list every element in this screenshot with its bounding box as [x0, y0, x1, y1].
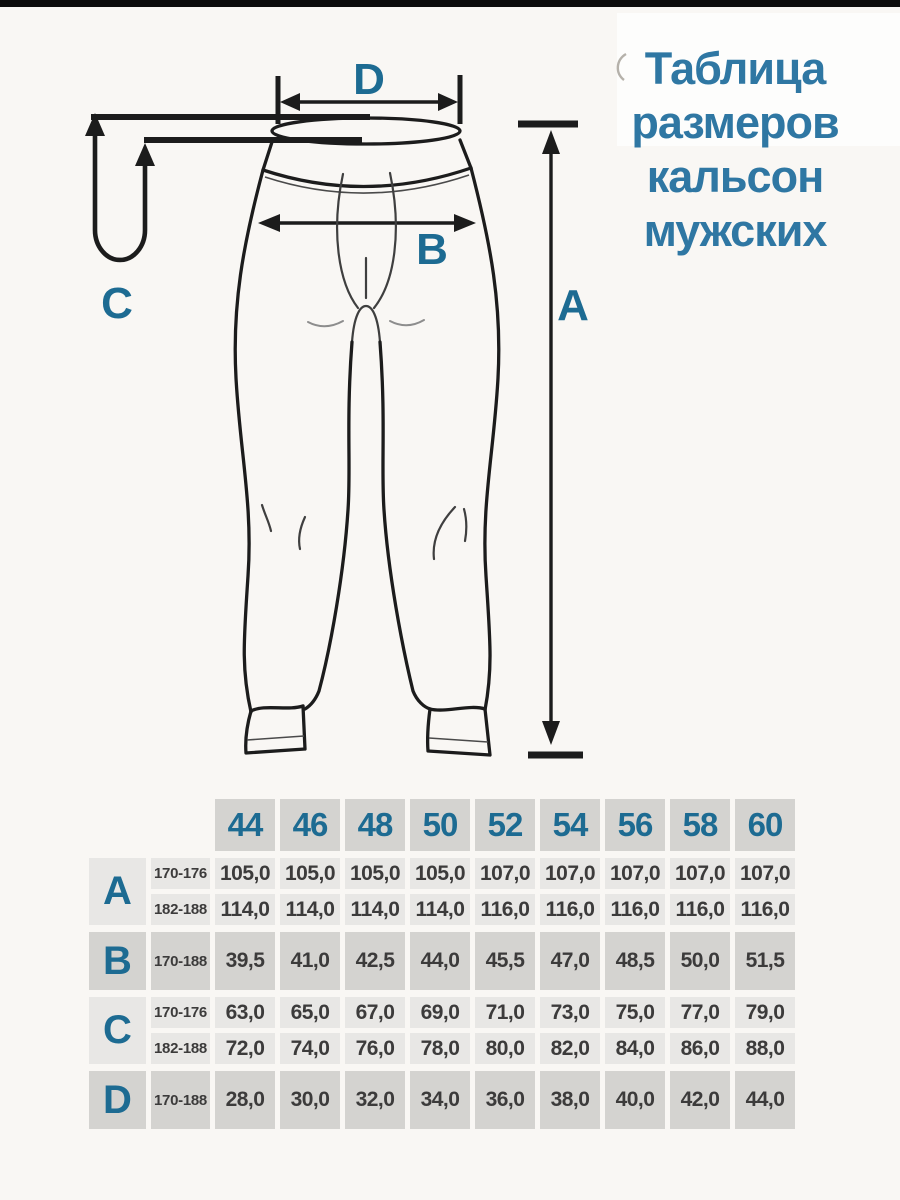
size-header-46: 46 — [280, 799, 340, 851]
table-cell: 32,0 — [345, 1071, 405, 1129]
table-cell: 114,0 — [215, 894, 275, 925]
table-cell: 47,0 — [540, 932, 600, 990]
header-spacer — [89, 799, 146, 851]
table-cell: 105,0 — [345, 858, 405, 889]
table-cell: 40,0 — [605, 1071, 665, 1129]
table-cell: 72,0 — [215, 1033, 275, 1064]
title-line: Таблица — [644, 43, 826, 94]
measure-c-lines — [85, 113, 370, 260]
row-label-d: D — [89, 1071, 146, 1129]
table-cell: 105,0 — [280, 858, 340, 889]
table-cell: 45,5 — [475, 932, 535, 990]
title-line: размеров — [631, 97, 839, 148]
measure-label-c: C — [101, 279, 133, 328]
table-cell: 116,0 — [735, 894, 795, 925]
header-spacer — [151, 799, 210, 851]
size-header-54: 54 — [540, 799, 600, 851]
height-range-cell: 170-176 — [151, 858, 210, 889]
table-cell: 41,0 — [280, 932, 340, 990]
height-range-cell: 170-176 — [151, 997, 210, 1028]
left-cuff — [246, 706, 305, 753]
table-cell: 73,0 — [540, 997, 600, 1028]
table-cell: 63,0 — [215, 997, 275, 1028]
right-leg-outline — [471, 168, 499, 710]
size-header-50: 50 — [410, 799, 470, 851]
table-cell: 51,5 — [735, 932, 795, 990]
measure-a-arrow — [518, 124, 583, 755]
size-table — [89, 799, 795, 1136]
table-cell: 107,0 — [670, 858, 730, 889]
table-cell: 116,0 — [605, 894, 665, 925]
table-cell: 71,0 — [475, 997, 535, 1028]
table-cell: 28,0 — [215, 1071, 275, 1129]
table-cell: 114,0 — [280, 894, 340, 925]
watermark-arc — [618, 54, 626, 80]
table-cell: 36,0 — [475, 1071, 535, 1129]
measure-label-a: A — [557, 281, 589, 330]
row-label-a: A — [89, 858, 146, 925]
size-header-44: 44 — [215, 799, 275, 851]
table-cell: 114,0 — [410, 894, 470, 925]
table-cell: 77,0 — [670, 997, 730, 1028]
waistband — [272, 118, 460, 144]
table-cell: 80,0 — [475, 1033, 535, 1064]
size-header-56: 56 — [605, 799, 665, 851]
table-cell: 76,0 — [345, 1033, 405, 1064]
height-range-cell: 182-188 — [151, 1033, 210, 1064]
table-cell: 107,0 — [540, 858, 600, 889]
table-cell: 116,0 — [540, 894, 600, 925]
title-line: мужских — [643, 205, 827, 256]
table-cell: 114,0 — [345, 894, 405, 925]
table-cell: 84,0 — [605, 1033, 665, 1064]
table-cell: 48,5 — [605, 932, 665, 990]
table-cell: 116,0 — [475, 894, 535, 925]
table-cell: 30,0 — [280, 1071, 340, 1129]
table-row — [151, 894, 795, 925]
long-johns-drawing — [235, 118, 499, 755]
table-cell: 42,5 — [345, 932, 405, 990]
size-header-52: 52 — [475, 799, 535, 851]
table-cell: 44,0 — [735, 1071, 795, 1129]
measure-label-b: B — [416, 225, 448, 274]
table-row — [151, 932, 795, 990]
table-row — [151, 997, 795, 1028]
table-cell: 44,0 — [410, 932, 470, 990]
table-cell: 105,0 — [410, 858, 470, 889]
row-group-b — [89, 932, 795, 990]
table-cell: 50,0 — [670, 932, 730, 990]
table-cell: 79,0 — [735, 997, 795, 1028]
table-cell: 86,0 — [670, 1033, 730, 1064]
table-cell: 65,0 — [280, 997, 340, 1028]
table-row — [151, 1071, 795, 1129]
table-cell: 42,0 — [670, 1071, 730, 1129]
table-cell: 78,0 — [410, 1033, 470, 1064]
row-group-c — [89, 997, 795, 1064]
table-cell: 88,0 — [735, 1033, 795, 1064]
title-line: кальсон — [646, 151, 824, 202]
row-group-d — [89, 1071, 795, 1129]
left-leg-outline — [235, 170, 263, 712]
table-cell: 39,5 — [215, 932, 275, 990]
table-cell: 75,0 — [605, 997, 665, 1028]
height-range-cell: 170-188 — [151, 932, 210, 990]
height-range-cell: 182-188 — [151, 894, 210, 925]
table-cell: 107,0 — [735, 858, 795, 889]
size-header-58: 58 — [670, 799, 730, 851]
table-cell: 69,0 — [410, 997, 470, 1028]
table-cell: 74,0 — [280, 1033, 340, 1064]
table-cell: 105,0 — [215, 858, 275, 889]
table-cell: 67,0 — [345, 997, 405, 1028]
table-cell: 34,0 — [410, 1071, 470, 1129]
measure-label-d: D — [353, 55, 385, 104]
height-range-cell: 170-188 — [151, 1071, 210, 1129]
table-cell: 38,0 — [540, 1071, 600, 1129]
table-cell: 107,0 — [475, 858, 535, 889]
table-cell: 107,0 — [605, 858, 665, 889]
size-header-48: 48 — [345, 799, 405, 851]
row-group-a — [89, 858, 795, 925]
table-cell: 116,0 — [670, 894, 730, 925]
table-row — [151, 1033, 795, 1064]
table-header-row — [89, 799, 795, 851]
size-header-60: 60 — [735, 799, 795, 851]
row-label-b: B — [89, 932, 146, 990]
right-cuff — [428, 707, 490, 755]
row-label-c: C — [89, 997, 146, 1064]
table-cell: 82,0 — [540, 1033, 600, 1064]
table-row — [151, 858, 795, 889]
